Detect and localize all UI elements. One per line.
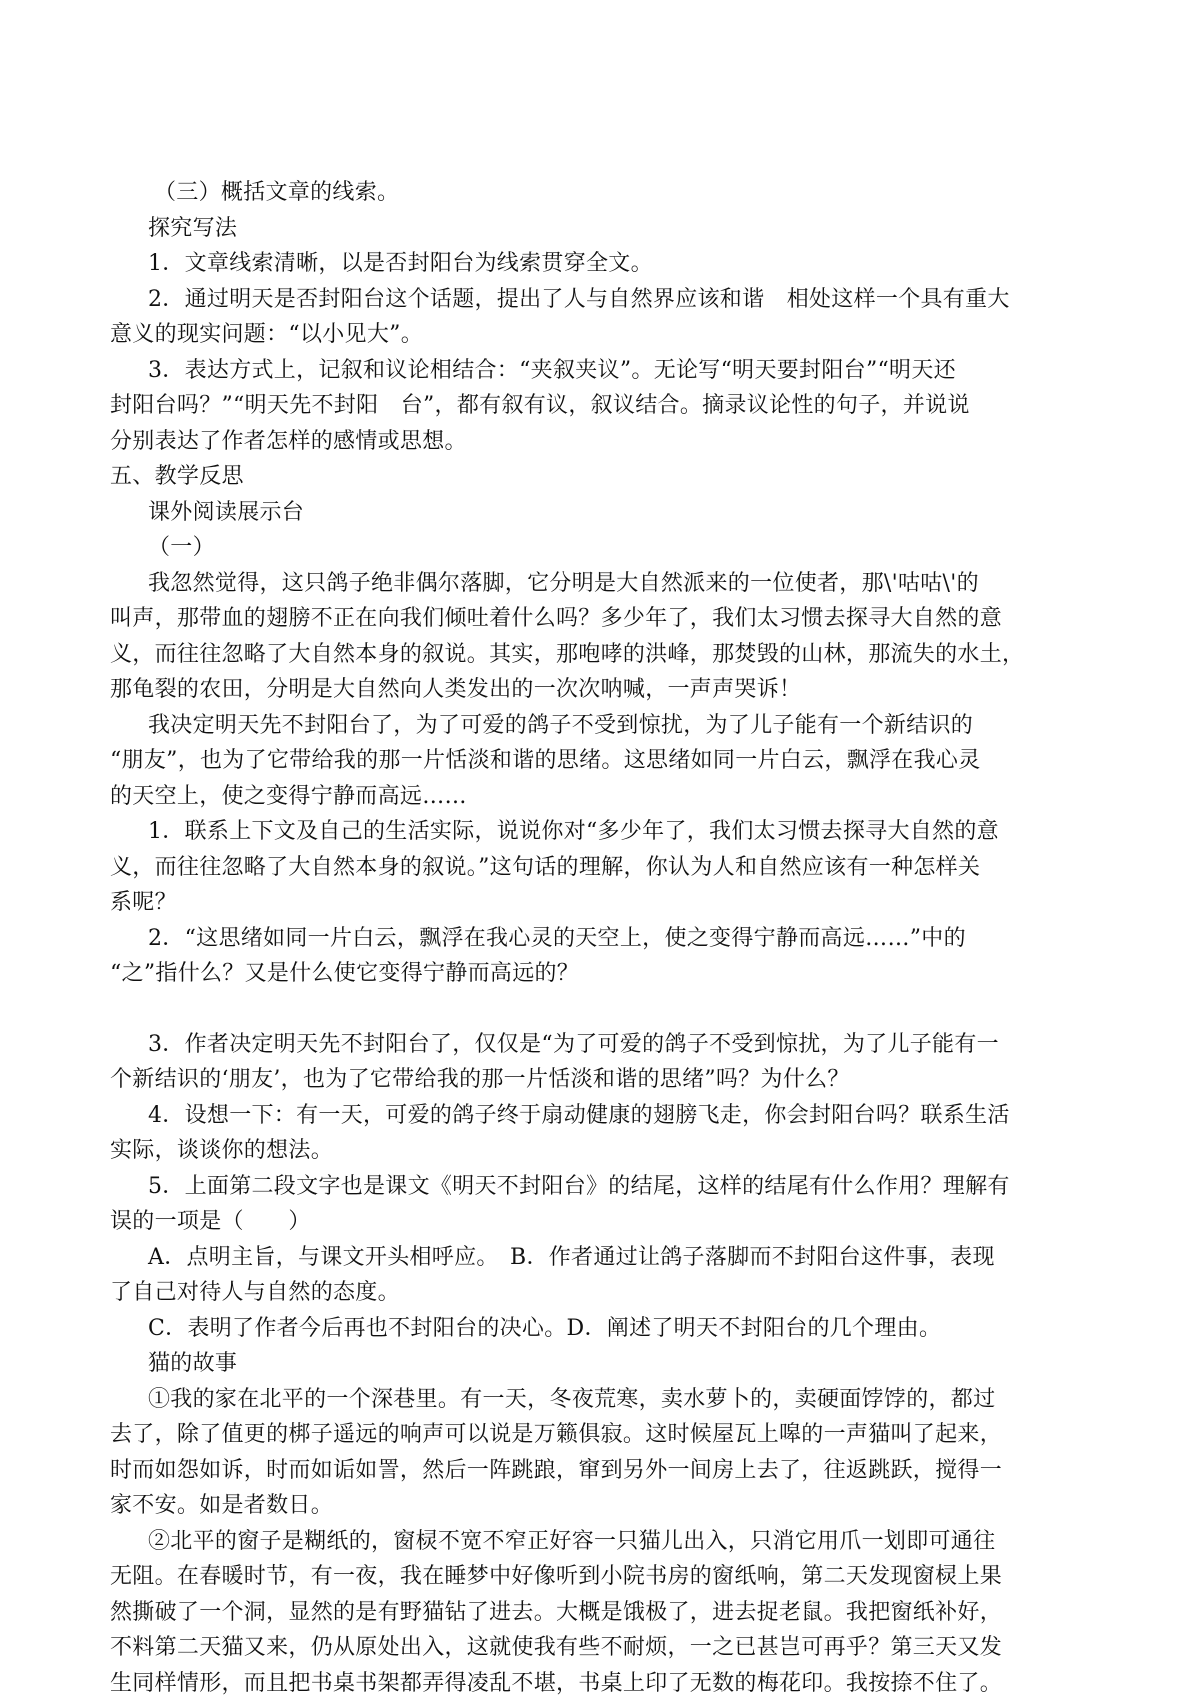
heading-explore-writing: 探究写法: [110, 211, 1080, 247]
question-line: 5．上面第二段文字也是课文《明天不封阳台》的结尾，这样的结尾有什么作用？理解有: [110, 1169, 1080, 1205]
question-line: 实际，谈谈你的想法。: [110, 1133, 1080, 1169]
paragraph-line: 家不安。如是者数日。: [110, 1488, 1080, 1524]
paragraph-line: “朋友”，也为了它带给我的那一片恬淡和谐的思绪。这思绪如同一片白云，飘浮在我心灵: [110, 743, 1080, 779]
paragraph-line: 我决定明天先不封阳台了，为了可爱的鸽子不受到惊扰，为了儿子能有一个新结识的: [110, 708, 1080, 744]
paragraph-line: 去了，除了值更的梆子遥远的响声可以说是万籁俱寂。这时候屋瓦上嗥的一声猫叫了起来，: [110, 1417, 1080, 1453]
heading-summary-clue: （三）概括文章的线索。: [110, 175, 1080, 211]
paragraph-line: ①我的家在北平的一个深巷里。有一天，冬夜荒寒，卖水萝卜的，卖硬面饽饽的，都过: [110, 1382, 1080, 1418]
paragraph-line: 3．表达方式上，记叙和议论相结合：“夹叙夹议”。无论写“明天要封阳台”“明天还: [110, 353, 1080, 389]
blank-line: [110, 992, 1080, 1027]
paragraph-line: 分别表达了作者怎样的感情或思想。: [110, 424, 1080, 460]
paragraph-line: 生同样情形，而且把书桌书架都弄得凌乱不堪，书桌上印了无数的梅花印。我按捺不住了。: [110, 1666, 1080, 1701]
paragraph-line: 意义的现实问题：“以小见大”。: [110, 317, 1080, 353]
paragraph-line: 2．通过明天是否封阳台这个话题，提出了人与自然界应该和谐 相处这样一个具有重大: [110, 282, 1080, 318]
option-line: 了自己对待人与自然的态度。: [110, 1275, 1080, 1311]
question-line: 1．联系上下文及自己的生活实际，说说你对“多少年了，我们太习惯去探寻大自然的意: [110, 814, 1080, 850]
paragraph-line: 1．文章线索清晰，以是否封阳台为线索贯穿全文。: [110, 246, 1080, 282]
paragraph-line: 的天空上，使之变得宁静而高远……: [110, 779, 1080, 815]
document-page: [110, 175, 1080, 1701]
story-title: 猫的故事: [110, 1346, 1080, 1382]
paragraph-line: 义，而往往忽略了大自然本身的叙说。其实，那咆哮的洪峰，那焚毁的山林，那流失的水土，: [110, 637, 1080, 673]
question-line: 义，而往往忽略了大自然本身的叙说。”这句话的理解，你认为人和自然应该有一种怎样关: [110, 850, 1080, 886]
question-line: 误的一项是（ ）: [110, 1204, 1080, 1240]
question-line: “之”指什么？又是什么使它变得宁静而高远的？: [110, 956, 1080, 992]
question-line: 3．作者决定明天先不封阳台了，仅仅是“为了可爱的鸽子不受到惊扰，为了儿子能有一: [110, 1027, 1080, 1063]
question-line: 2．“这思绪如同一片白云，飘浮在我心灵的天空上，使之变得宁静而高远……”中的: [110, 921, 1080, 957]
paragraph-line: 我忽然觉得，这只鸽子绝非偶尔落脚，它分明是大自然派来的一位使者，那\'咕咕\'的: [110, 566, 1080, 602]
option-line: C．表明了作者今后再也不封阳台的决心。D．阐述了明天不封阳台的几个理由。: [110, 1311, 1080, 1347]
subsection-number: （一）: [110, 530, 1080, 566]
paragraph-line: 无阻。在春暖时节，有一夜，我在睡梦中好像听到小院书房的窗纸响，第二天发现窗棂上果: [110, 1559, 1080, 1595]
paragraph-line: 叫声，那带血的翅膀不正在向我们倾吐着什么吗？多少年了，我们太习惯去探寻大自然的意: [110, 601, 1080, 637]
paragraph-line: 时而如怨如诉，时而如诟如詈，然后一阵跳踉，窜到另外一间房上去了，往返跳跃，搅得一: [110, 1453, 1080, 1489]
question-line: 系呢？: [110, 885, 1080, 921]
paragraph-line: ②北平的窗子是糊纸的，窗棂不宽不窄正好容一只猫儿出入，只消它用爪一划即可通往: [110, 1524, 1080, 1560]
option-line: A．点明主旨，与课文开头相呼应。 B．作者通过让鸽子落脚而不封阳台这件事，表现: [110, 1240, 1080, 1276]
paragraph-line: 然撕破了一个洞，显然的是有野猫钻了进去。大概是饿极了，进去捉老鼠。我把窗纸补好，: [110, 1595, 1080, 1631]
subsection-heading: 课外阅读展示台: [110, 495, 1080, 531]
paragraph-line: 封阳台吗？”“明天先不封阳 台”，都有叙有议，叙议结合。摘录议论性的句子，并说说: [110, 388, 1080, 424]
question-line: 个新结识的‘朋友’，也为了它带给我的那一片恬淡和谐的思绪”吗？为什么？: [110, 1062, 1080, 1098]
paragraph-line: 不料第二天猫又来，仍从原处出入，这就使我有些不耐烦，一之已甚岂可再乎？第三天又发: [110, 1630, 1080, 1666]
paragraph-line: 那龟裂的农田，分明是大自然向人类发出的一次次呐喊，一声声哭诉！: [110, 672, 1080, 708]
question-line: 4．设想一下：有一天，可爱的鸽子终于扇动健康的翅膀飞走，你会封阳台吗？联系生活: [110, 1098, 1080, 1134]
section-heading: 五、教学反思: [110, 459, 1080, 495]
